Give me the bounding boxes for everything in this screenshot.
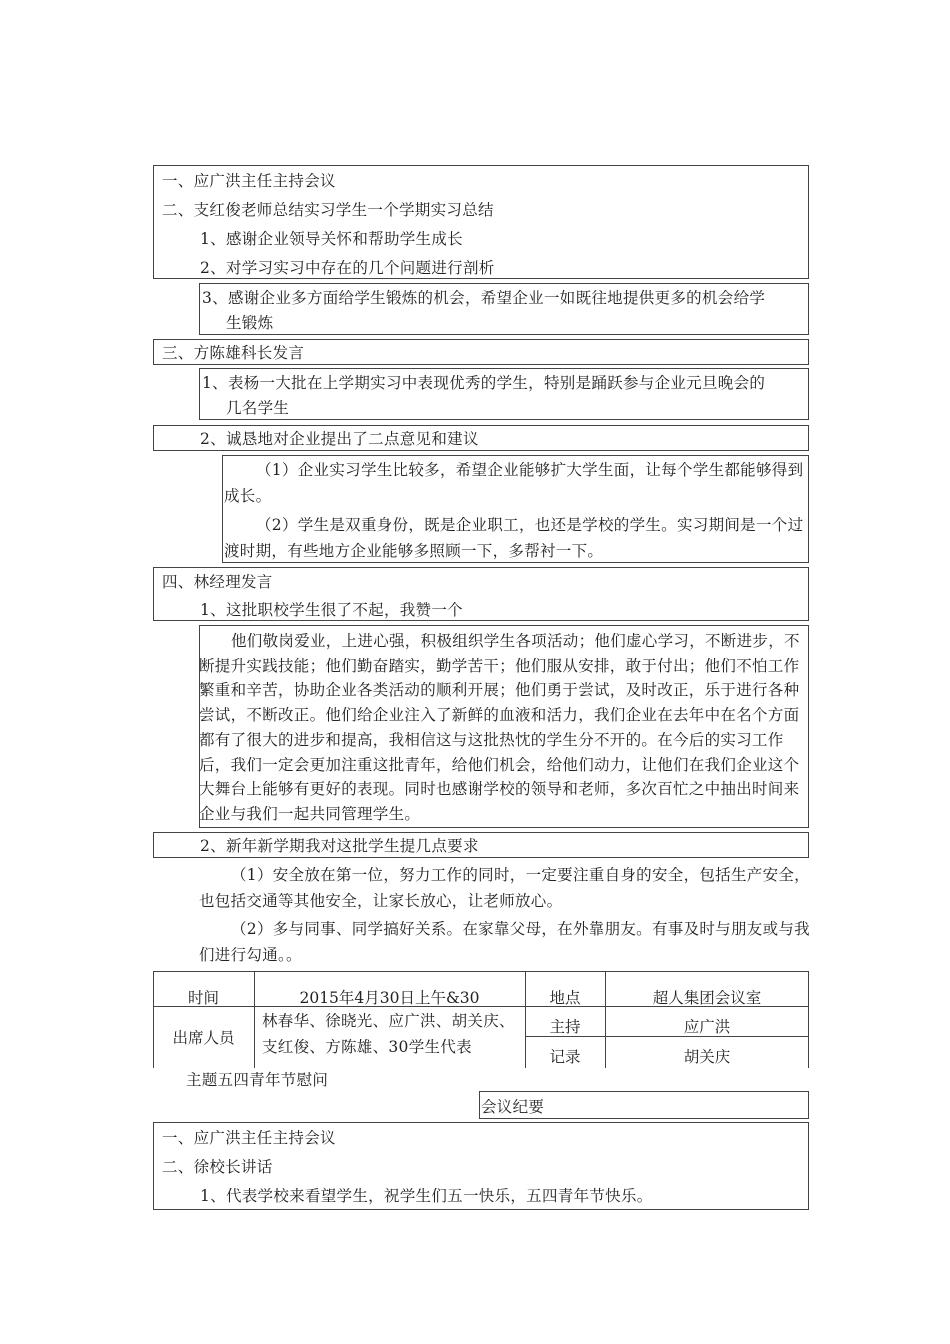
attendees-value: 林春华、徐晓光、应广洪、胡关庆、支红俊、方陈雄、30学生代表 — [262, 1012, 515, 1056]
m2-item-principal-1: 1、代表学校来看望学生，祝学生们五一快乐，五四青年节快乐。 — [200, 1187, 653, 1205]
item-summary-3b: 生锻炼 — [226, 314, 274, 332]
item-speech-fang: 三、方陈雄科长发言 — [162, 344, 305, 362]
item-fang-1b: 几名学生 — [226, 399, 290, 417]
item-host: 一、应广洪主任主持会议 — [162, 172, 336, 190]
time-value: 2015年4月30日上午&30 — [299, 989, 480, 1007]
recorder-value: 胡关庆 — [683, 1048, 731, 1066]
item-lin-paragraph: 他们敬岗爱业，上进心强，积极组织学生各项活动；他们虚心学习，不断进步，不断提升实践技能；他们勤奋踏实，勤学苦干；他们服从安排，敢于付出；他们不怕工作繁重和辛苦，协助企业各类活动的顺利开展；他们勇于尝试，及时改正，乐于进行各种尝试，不断改正。他们给企业注入了新鲜的血液和活力，我们企业在去年中在名个方面都有了很大的进步和提高，我相信这与这批热忱的学生分不开的。在今后的实习工作后，我们一定会更加注重这批青年，给他们机会，给他们动力，让他们在我们企业这个大舞台上能够有更好的表现。同时也感谢学校的领导和老师，多次百忙之中抽出时间来企业与我们一起共同管理学生。 — [199, 632, 800, 823]
item-fang-2-2: （2）学生是双重身份，既是企业职工，也还是学校的学生。实习期间是一个过渡时期，有些地方企业能够多照顾一下，多帮衬一下。 — [224, 516, 804, 560]
item-summary-3a: 3、感谢企业多方面给学生锻炼的机会，希望企业一如既往地提供更多的机会给学 — [202, 289, 766, 307]
item-lin-2-1: （1）安全放在第一位，努力工作的同时，一定要注重自身的安全，包括生产安全，也包括交通等其他安全，让家长放心，让老师放心。 — [199, 866, 810, 910]
m2-item-principal: 二、徐校长讲话 — [162, 1158, 273, 1176]
recorder-label: 记录 — [549, 1048, 581, 1066]
item-fang-2: 2、诚恳地对企业提出了二点意见和建议 — [200, 430, 479, 448]
place-value: 超人集团会议室 — [652, 989, 762, 1007]
time-label: 时间 — [187, 989, 219, 1007]
attendees-label: 出席人员 — [172, 1029, 235, 1047]
attendees-cell — [262, 1008, 520, 1068]
item-lin-2: 2、新年新学期我对这批学生提几点要求 — [200, 837, 479, 855]
item-fang-2-1: （1）企业实习学生比较多，希望企业能够扩大学生面，让每个学生都能够得到成长。 — [224, 461, 804, 505]
m2-item-host: 一、应广洪主任主持会议 — [162, 1129, 336, 1147]
item-speech-lin: 四、林经理发言 — [162, 573, 273, 591]
item-summary-2: 2、对学习实习中存在的几个问题进行剖析 — [200, 259, 495, 277]
item-summary-1: 1、感谢企业领导关怀和帮助学生成长 — [200, 230, 463, 248]
place-label: 地点 — [549, 989, 581, 1007]
host-value: 应广洪 — [683, 1018, 731, 1036]
minutes-label: 会议纪要 — [481, 1098, 545, 1116]
topic: 主题五四青年节慰问 — [186, 1071, 329, 1089]
item-lin-2-2: （2）多与同事、同学搞好关系。在家靠父母，在外靠朋友。有事及时与朋友或与我们进行勾通。。 — [199, 920, 810, 964]
item-fang-1a: 1、表杨一大批在上学期实习中表现优秀的学生，特别是踊跃参与企业元旦晚会的 — [202, 374, 766, 392]
item-summary: 二、支红俊老师总结实习学生一个学期实习总结 — [162, 201, 494, 219]
item-lin-1: 1、这批职校学生很了不起，我赞一个 — [200, 601, 463, 619]
host-label: 主持 — [549, 1018, 581, 1036]
